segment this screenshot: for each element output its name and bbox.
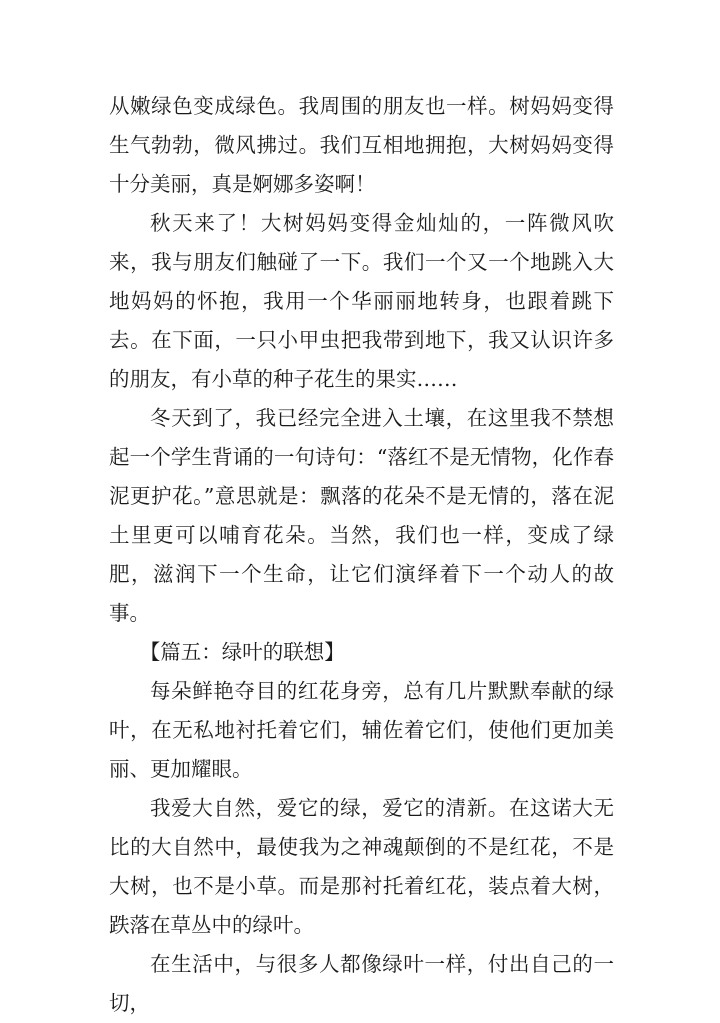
document-body <box>109 87 614 1023</box>
section-heading: 【篇五：绿叶的联想】 <box>139 640 345 664</box>
paragraph-winter: 冬天到了，我已经完全进入土壤，在这里我不禁想起一个学生背诵的一句诗句：“落红不是无情物，化作春泥更护花。”意思就是：飘落的花朵不是无情的，落在泥土里更可以哺育花朵。当然，我们也一样，变成了绿肥，滋润下一个生命，让它们演绎着下一个动人的故事。 <box>109 406 614 625</box>
paragraph-life: 在生活中，与很多人都像绿叶一样，付出自己的一切， <box>109 952 614 1015</box>
paragraph-nature: 我爱大自然，爱它的绿，爱它的清新。在这诺大无比的大自然中，最使我为之神魂颠倒的不是红花，不是大树，也不是小草。而是那衬托着红花，装点着大树，跌落在草丛中的绿叶。 <box>109 796 614 937</box>
paragraph-red-flower: 每朵鲜艳夺目的红花身旁，总有几片默默奉献的绿叶，在无私地衬托着它们，辅佐着它们，使他们更加美丽、更加耀眼。 <box>109 679 614 781</box>
paragraph-autumn: 秋天来了！大树妈妈变得金灿灿的，一阵微风吹来，我与朋友们触碰了一下。我们一个又一个地跳入大地妈妈的怀抱，我用一个华丽丽地转身，也跟着跳下去。在下面，一只小甲虫把我带到地下，我又认识许多的朋友，有小草的种子花生的果实…… <box>109 211 614 391</box>
paragraph-continued: 从嫩绿色变成绿色。我周围的朋友也一样。树妈妈变得生气勃勃，微风拂过。我们互相地拥抱，大树妈妈变得十分美丽，真是婀娜多姿啊！ <box>109 94 614 196</box>
